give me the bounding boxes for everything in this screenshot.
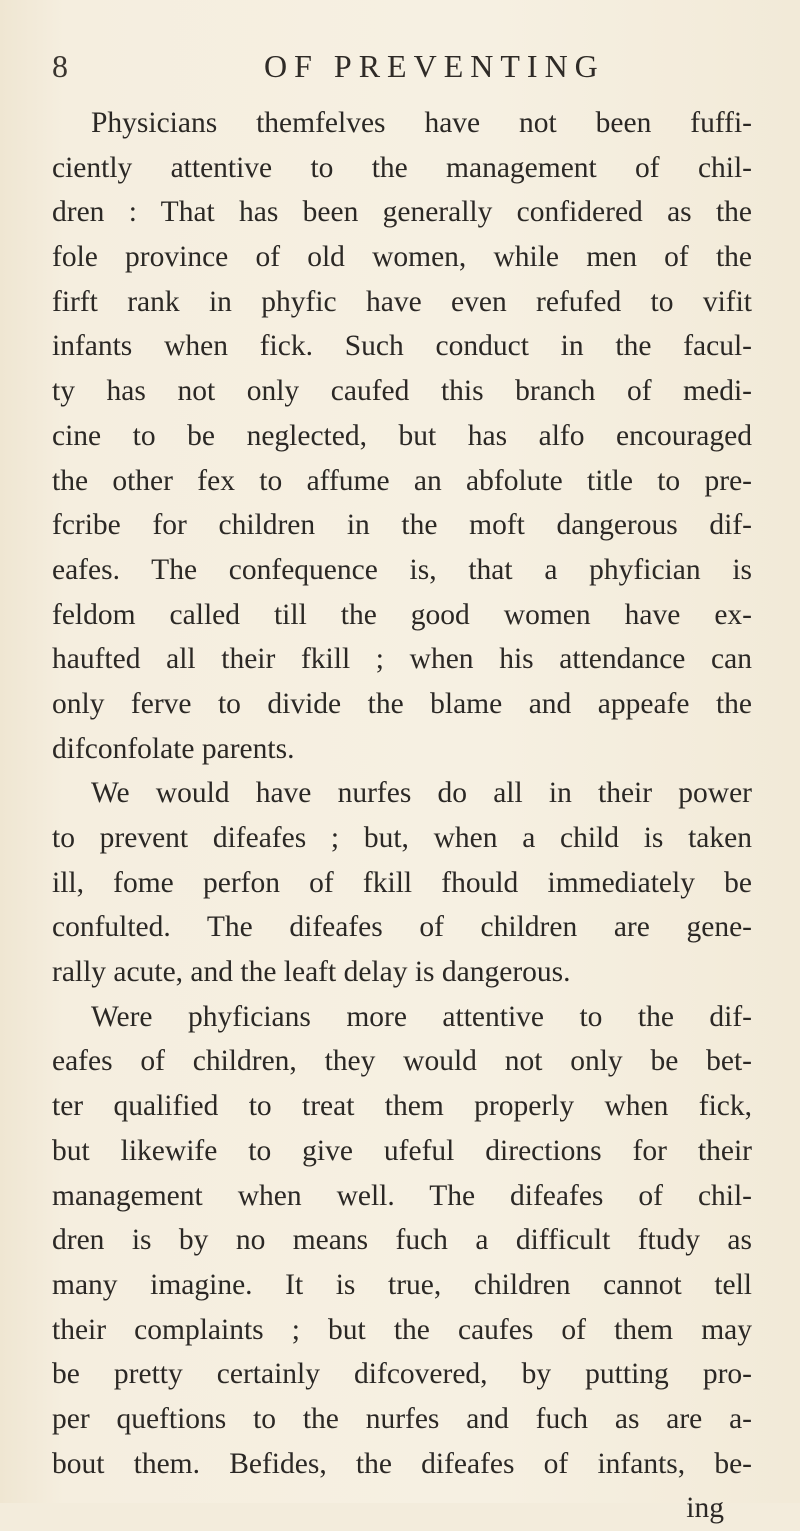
text-line: ill, fome perfon of fkill fhould immediately be [52, 866, 752, 899]
text-line: haufted all their fkill ; when his attendance can [52, 643, 752, 676]
text-line: difconfolate parents. [52, 732, 295, 765]
text-line: rally acute, and the leaft delay is dangerous. [52, 956, 571, 989]
page-number: 8 [52, 48, 68, 84]
text-line: We would have nurfes do all in their power [91, 777, 752, 810]
text-line: cine to be neglected, but has alfo encouraged [52, 419, 752, 452]
text-line: ty has not only caufed this branch of medi- [52, 375, 752, 408]
text-line: but likewife to give ufeful directions for their [52, 1134, 752, 1167]
text-line: fole province of old women, while men of the [52, 241, 752, 274]
text-line: confulted. The difeafes of children are gene- [52, 911, 752, 944]
text-line: bout them. Befides, the difeafes of infants, be- [52, 1447, 752, 1480]
text-line: dren : That has been generally confidered as the [52, 196, 752, 229]
text-line: the other fex to affume an abfolute title to pre- [52, 464, 752, 497]
page-header [52, 48, 772, 88]
text-line: to prevent difeafes ; but, when a child is taken [52, 822, 752, 854]
text-line: Physicians themfelves have not been fuffi- [91, 107, 752, 139]
text-line: feldom called till the good women have ex- [52, 598, 752, 631]
text-line: Were phyficians more attentive to the dif- [91, 1000, 752, 1033]
text-line: many imagine. It is true, children cannot tell [52, 1268, 752, 1301]
catchword: ing [686, 1492, 724, 1525]
text-line: dren is by no means fuch a difficult ftudy as [52, 1224, 752, 1257]
text-line: per queftions to the nurfes and fuch as are a- [52, 1402, 752, 1435]
text-line: infants when fick. Such conduct in the facul- [52, 330, 752, 363]
text-line: management when well. The difeafes of chil- [52, 1179, 752, 1212]
text-line: be pretty certainly difcovered, by putting pro- [52, 1358, 752, 1391]
text-line: ciently attentive to the management of chil- [52, 151, 752, 184]
running-head: OF PREVENTING [264, 48, 605, 84]
text-line: ter qualified to treat them properly when fick, [52, 1090, 752, 1123]
text-line: firft rank in phyfic have even refufed to vifit [52, 285, 752, 318]
text-line: eafes. The confequence is, that a phyfician is [52, 553, 752, 586]
text-line: fcribe for children in the moft dangerous dif- [52, 509, 752, 542]
text-line: eafes of children, they would not only be bet- [52, 1045, 752, 1078]
text-line: their complaints ; but the caufes of them may [52, 1313, 752, 1346]
text-line: only ferve to divide the blame and appeafe the [52, 687, 752, 720]
body-text [52, 101, 752, 1531]
